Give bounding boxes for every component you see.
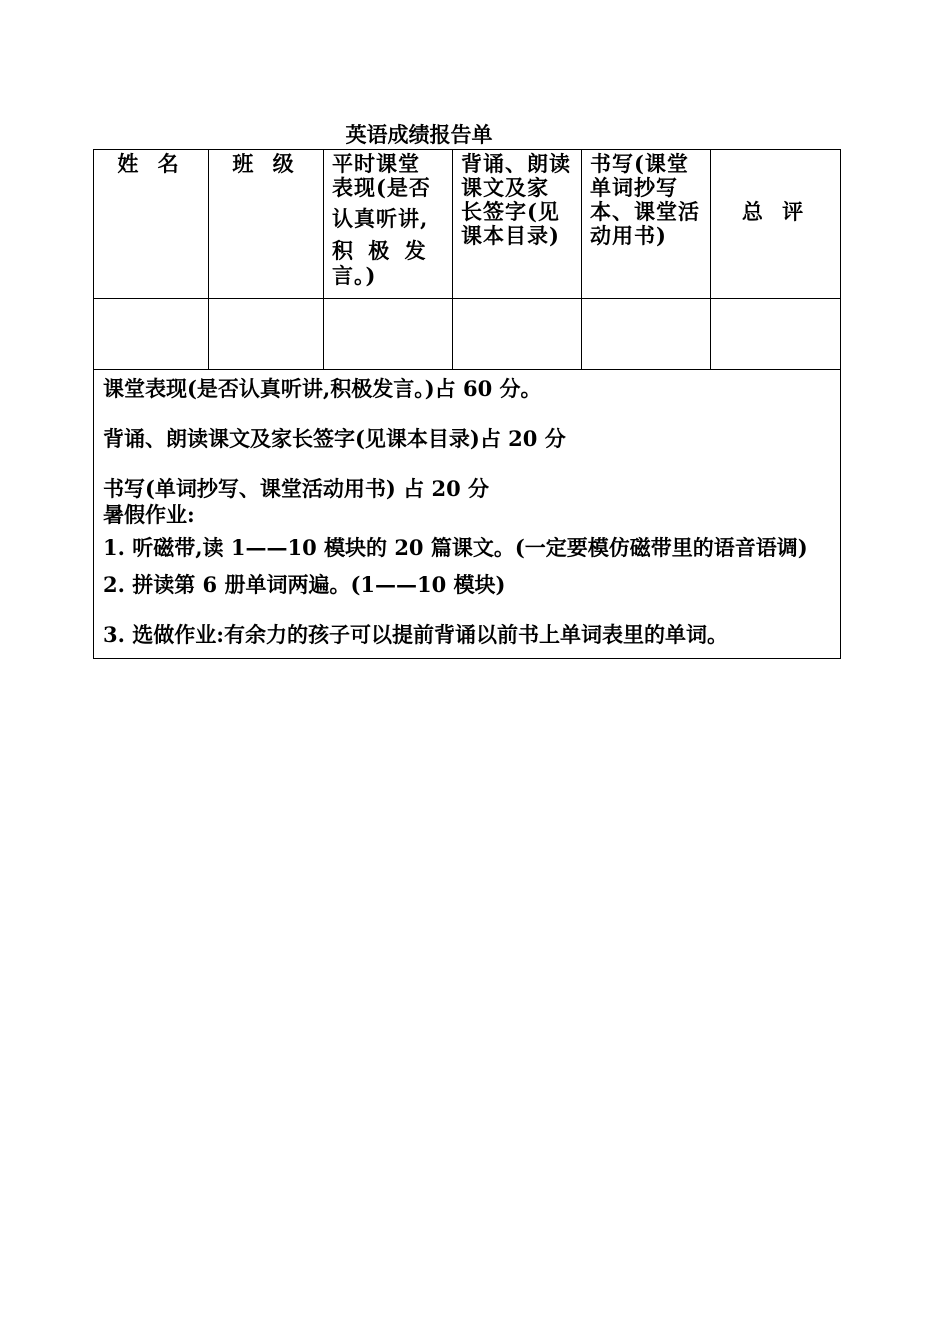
- overall-entry-cell[interactable]: [711, 299, 841, 370]
- performance-entry-cell[interactable]: [324, 299, 453, 370]
- table-row: [94, 299, 841, 370]
- writing-entry-cell[interactable]: [582, 299, 711, 370]
- header-class-cell: [209, 150, 324, 299]
- header-performance: [324, 150, 452, 288]
- header-class: 班 级: [232, 151, 300, 176]
- name-entry-cell[interactable]: [94, 299, 209, 370]
- header-recitation: [453, 150, 581, 248]
- header-overall: 总 评: [741, 199, 810, 224]
- header-performance-line: 平时课堂: [332, 151, 420, 176]
- header-performance-line: 言。): [332, 263, 377, 288]
- header-recitation-line: 课本目录): [461, 223, 560, 248]
- homework-item-1: 1. 听磁带,读 1——10 模块的 20 篇课文。(一定要模仿磁带里的语音语调): [103, 535, 808, 560]
- homework-item-2: 2. 拼读第 6 册单词两遍。(1——10 模块): [103, 572, 506, 597]
- header-writing-cell: [582, 150, 711, 299]
- header-writing-line: 动用书): [590, 223, 667, 248]
- header-performance-line: 表现(是否: [332, 175, 431, 200]
- homework-heading: 暑假作业:: [103, 502, 195, 527]
- header-recitation-line: 背诵、朗读: [461, 151, 571, 176]
- header-recitation-cell: [453, 150, 582, 299]
- header-recitation-line: 课文及家: [461, 175, 549, 200]
- notes-cell: [94, 370, 841, 659]
- header-performance-line: 积 极 发: [332, 238, 430, 263]
- recitation-entry-cell[interactable]: [453, 299, 582, 370]
- report-title: 英语成绩报告单: [345, 122, 493, 147]
- header-name: 姓 名: [117, 151, 185, 176]
- header-performance-cell: [324, 150, 453, 299]
- header-recitation-line: 长签字(见: [461, 199, 560, 224]
- homework-item-3: 3. 选做作业:有余力的孩子可以提前背诵以前书上单词表里的单词。: [103, 622, 728, 647]
- header-writing-line: 本、课堂活: [590, 199, 700, 224]
- scoring-note-recitation: 背诵、朗读课文及家长签字(见课本目录)占 20 分: [103, 426, 566, 451]
- class-entry-cell[interactable]: [209, 299, 324, 370]
- header-overall-cell: [711, 150, 841, 299]
- header-performance-line: 认真听讲,: [332, 206, 429, 231]
- header-writing: [582, 150, 710, 248]
- header-writing-line: 单词抄写: [590, 175, 678, 200]
- header-writing-line: 书写(课堂: [590, 151, 689, 176]
- scoring-note-performance: 课堂表现(是否认真听讲,积极发言。)占 60 分。: [103, 376, 542, 401]
- header-name-cell: [94, 150, 209, 299]
- scoring-note-writing: 书写(单词抄写、课堂活动用书) 占 20 分: [103, 476, 490, 501]
- grade-report-table: [93, 149, 841, 659]
- notes-row: [94, 370, 841, 659]
- header-row: [94, 150, 841, 299]
